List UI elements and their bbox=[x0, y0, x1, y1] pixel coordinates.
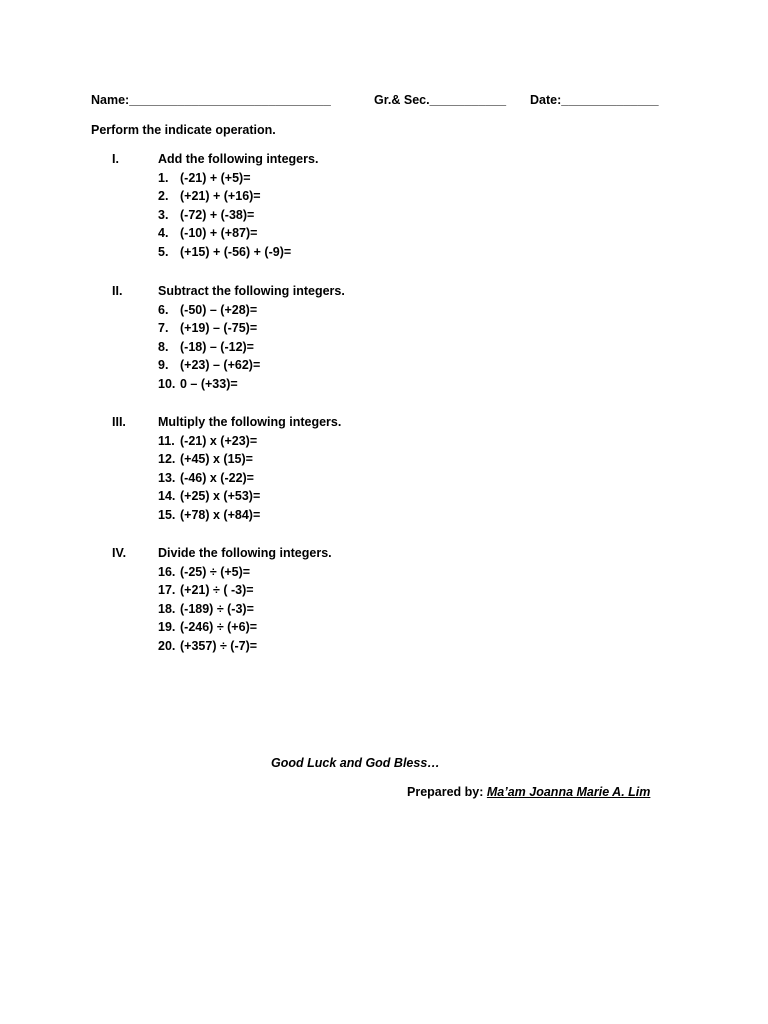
problem-expression: (-18) – (-12)= bbox=[180, 339, 254, 354]
problem-item bbox=[0, 620, 768, 639]
problem-number: 11. bbox=[158, 433, 175, 448]
problem-number: 17. bbox=[158, 583, 176, 598]
problem-item bbox=[0, 471, 768, 490]
problem-expression: (-21) + (+5)= bbox=[180, 170, 251, 185]
problem-item bbox=[0, 358, 768, 377]
problem-item bbox=[0, 489, 768, 508]
problem-item bbox=[0, 602, 768, 621]
section-title: Add the following integers. bbox=[158, 152, 319, 166]
problem-number: 7. bbox=[158, 321, 169, 336]
problem-expression: (+19) – (-75)= bbox=[180, 321, 258, 336]
problem-number: 14. bbox=[158, 489, 176, 504]
problem-item bbox=[0, 340, 768, 359]
problem-item bbox=[0, 303, 768, 322]
section-title: Multiply the following integers. bbox=[158, 415, 342, 429]
problem-expression: (+21) ÷ ( -3)= bbox=[180, 583, 254, 598]
problem-number: 20. bbox=[158, 638, 176, 653]
problem-expression: (+78) x (+84)= bbox=[180, 507, 261, 522]
problem-number: 15. bbox=[158, 507, 176, 522]
problem-item bbox=[0, 208, 768, 227]
problem-expression: (+45) x (15)= bbox=[180, 452, 253, 467]
problem-expression: (+23) – (+62)= bbox=[180, 358, 261, 373]
problem-number: 12. bbox=[158, 452, 176, 467]
problem-item bbox=[0, 565, 768, 584]
problem-item bbox=[0, 171, 768, 190]
section-numeral: III. bbox=[112, 415, 126, 429]
problem-number: 18. bbox=[158, 601, 176, 616]
teacher-name: Ma’am Joanna Marie A. Lim bbox=[486, 785, 651, 799]
problem-list bbox=[0, 434, 768, 527]
problem-number: 19. bbox=[158, 620, 176, 635]
problem-item bbox=[0, 226, 768, 245]
problem-item bbox=[0, 452, 768, 471]
problem-list bbox=[0, 565, 768, 658]
problem-expression: 0 – (+33)= bbox=[180, 376, 238, 391]
problem-list bbox=[0, 171, 768, 264]
problem-item bbox=[0, 639, 768, 658]
problem-item bbox=[0, 189, 768, 208]
problem-number: 5. bbox=[158, 244, 169, 259]
problem-number: 6. bbox=[158, 302, 169, 317]
section-title: Subtract the following integers. bbox=[158, 284, 345, 298]
problem-expression: (+25) x (+53)= bbox=[180, 489, 261, 504]
problem-expression: (+15) + (-56) + (-9)= bbox=[180, 244, 292, 259]
problem-expression: (-246) ÷ (+6)= bbox=[180, 620, 258, 635]
problem-expression: (-25) ÷ (+5)= bbox=[180, 564, 251, 579]
problem-expression: (+357) ÷ (-7)= bbox=[180, 638, 258, 653]
problem-item bbox=[0, 583, 768, 602]
problem-number: 16. bbox=[158, 564, 176, 579]
problem-item bbox=[0, 245, 768, 264]
section-title: Divide the following integers. bbox=[158, 546, 332, 560]
problem-number: 10. bbox=[158, 376, 176, 391]
instruction-text: Perform the indicate operation. bbox=[91, 123, 276, 137]
problem-expression: (-10) + (+87)= bbox=[180, 226, 258, 241]
header-fields bbox=[91, 93, 691, 111]
problem-item bbox=[0, 434, 768, 453]
section-numeral: IV. bbox=[112, 546, 127, 560]
name-field: Name:_____________________________ bbox=[91, 93, 331, 107]
problem-item bbox=[0, 508, 768, 527]
problem-expression: (-189) ÷ (-3)= bbox=[180, 601, 254, 616]
prepared-by-label: Prepared by: bbox=[407, 785, 487, 799]
problem-expression: (-21) x (+23)= bbox=[180, 433, 258, 448]
problem-item bbox=[0, 321, 768, 340]
section-numeral: I. bbox=[112, 152, 119, 166]
closing-message: Good Luck and God Bless… bbox=[271, 756, 440, 770]
problem-expression: (+21) + (+16)= bbox=[180, 189, 261, 204]
problem-number: 1. bbox=[158, 170, 169, 185]
problem-number: 4. bbox=[158, 226, 169, 241]
problem-number: 9. bbox=[158, 358, 169, 373]
problem-expression: (-46) x (-22)= bbox=[180, 470, 254, 485]
problem-number: 3. bbox=[158, 207, 169, 222]
problem-number: 2. bbox=[158, 189, 169, 204]
problem-list bbox=[0, 303, 768, 396]
grade-section-field: Gr.& Sec.___________ bbox=[374, 93, 507, 107]
problem-number: 13. bbox=[158, 470, 176, 485]
problem-number: 8. bbox=[158, 339, 169, 354]
problem-expression: (-50) – (+28)= bbox=[180, 302, 258, 317]
date-field: Date:______________ bbox=[530, 93, 659, 107]
problem-item bbox=[0, 377, 768, 396]
problem-expression: (-72) + (-38)= bbox=[180, 207, 255, 222]
prepared-by bbox=[407, 785, 650, 799]
section-numeral: II. bbox=[112, 284, 123, 298]
